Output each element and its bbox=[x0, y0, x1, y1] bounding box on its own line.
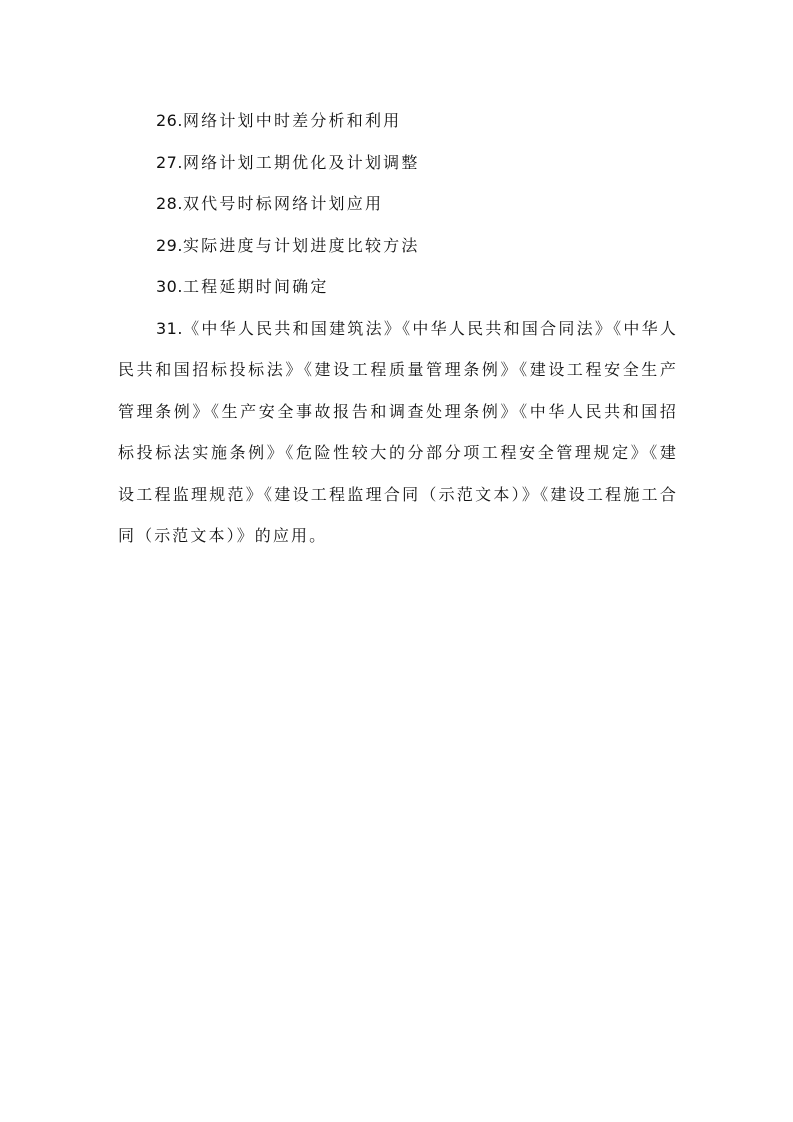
item-text: 工程延期时间确定 bbox=[182, 277, 329, 296]
item-number: 29. bbox=[156, 235, 183, 255]
list-item bbox=[118, 266, 678, 308]
item-text: 网络计划中时差分析和利用 bbox=[182, 111, 402, 130]
item-number: 26. bbox=[156, 111, 183, 130]
list-item bbox=[118, 142, 678, 184]
list-item bbox=[118, 225, 678, 267]
list-item bbox=[118, 183, 678, 225]
item-number: 30. bbox=[156, 277, 183, 296]
item-number: 31. bbox=[156, 318, 183, 338]
item-text: 实际进度与计划进度比较方法 bbox=[182, 235, 420, 255]
item-text: 网络计划工期优化及计划调整 bbox=[182, 152, 420, 172]
item-text: 双代号时标网络计划应用 bbox=[182, 194, 384, 213]
list-item bbox=[118, 308, 678, 557]
topic-list bbox=[118, 100, 678, 557]
item-text: 《中华人民共和国建筑法》《中华人民共和国合同法》《中华人民共和国招标投标法》《建设工程质量管理条例》《建设工程安全生产管理条例》《生产安全事故报告和调查处理条例》《中华人民共和国招标投标法实施条例》《危险性较大的分部分项工程安全管理规定》《建设工程监理规范》《建设工程监理合同（示范文本）》《建设工程施工合同（示范文本）》的应用。 bbox=[118, 318, 678, 545]
list-item bbox=[118, 100, 678, 142]
item-number: 27. bbox=[156, 152, 183, 172]
item-number: 28. bbox=[156, 194, 183, 213]
